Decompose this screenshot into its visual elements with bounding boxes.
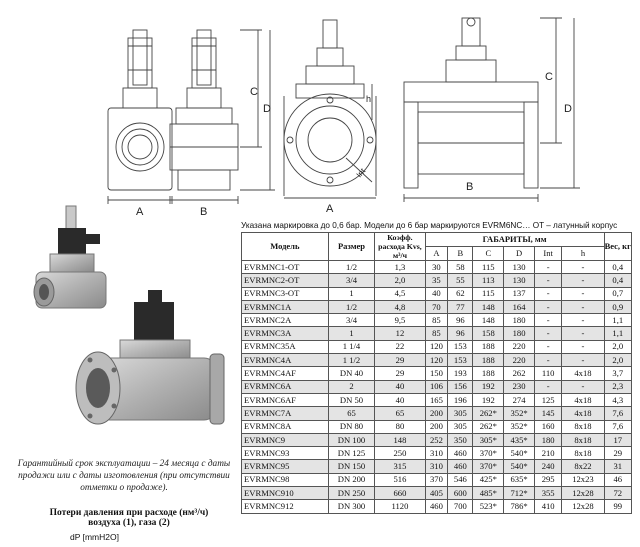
table-cell: 0,7 xyxy=(604,287,631,300)
table-cell: 115 xyxy=(473,287,504,300)
table-cell: 29 xyxy=(375,367,425,380)
table-cell: 30 xyxy=(425,261,448,274)
table-cell: 305* xyxy=(473,433,504,446)
table-cell: 4x18 xyxy=(562,393,604,406)
table-cell: 295 xyxy=(534,473,561,486)
table-cell: - xyxy=(534,274,561,287)
table-cell: 65 xyxy=(375,407,425,420)
table-cell: EVRMNC95 xyxy=(242,460,329,473)
table-body xyxy=(242,261,632,514)
table-cell: 250 xyxy=(375,447,425,460)
table-cell: 1 1/2 xyxy=(328,354,375,367)
table-cell: 0,9 xyxy=(604,300,631,313)
table-row xyxy=(242,500,632,513)
table-cell: 460 xyxy=(448,447,473,460)
table-row xyxy=(242,354,632,367)
table-cell: 2 xyxy=(328,380,375,393)
table-cell: - xyxy=(562,300,604,313)
table-cell: EVRMNC912 xyxy=(242,500,329,513)
table-cell: - xyxy=(534,354,561,367)
table-cell: EVRMNC4A xyxy=(242,354,329,367)
table-cell: - xyxy=(534,287,561,300)
table-cell: 12x28 xyxy=(562,500,604,513)
table-cell: 410 xyxy=(534,500,561,513)
table-cell: 274 xyxy=(504,393,535,406)
table-cell: 46 xyxy=(604,473,631,486)
table-cell: 188 xyxy=(473,340,504,353)
table-cell: 786* xyxy=(504,500,535,513)
dim-label-c: C xyxy=(250,86,258,98)
table-cell: 160 xyxy=(534,420,561,433)
table-cell: 12 xyxy=(375,327,425,340)
table-cell: EVRMNC8A xyxy=(242,420,329,433)
table-row xyxy=(242,420,632,433)
dim-label-int: Int xyxy=(354,166,368,180)
table-cell: EVRMNC910 xyxy=(242,487,329,500)
table-cell: 660 xyxy=(375,487,425,500)
table-cell: 12x28 xyxy=(562,487,604,500)
header-size: Размер xyxy=(328,233,375,261)
table-row xyxy=(242,261,632,274)
table-cell: 712* xyxy=(504,487,535,500)
table-cell: 220 xyxy=(504,340,535,353)
table-cell: 3/4 xyxy=(328,274,375,287)
table-row xyxy=(242,340,632,353)
table-cell: 460 xyxy=(425,500,448,513)
table-cell: 1120 xyxy=(375,500,425,513)
table-cell: 523* xyxy=(473,500,504,513)
table-cell: 188 xyxy=(473,367,504,380)
table-cell: 192 xyxy=(473,393,504,406)
table-cell: EVRMNC3A xyxy=(242,327,329,340)
table-cell: 8x18 xyxy=(562,447,604,460)
table-cell: 262* xyxy=(473,420,504,433)
header-kvs: Коэфф. расхода Kvs, м³/ч xyxy=(375,233,425,261)
table-cell: 17 xyxy=(604,433,631,446)
table-cell: 252 xyxy=(425,433,448,446)
product-photos xyxy=(20,198,230,460)
table-cell: DN 150 xyxy=(328,460,375,473)
table-cell: DN 100 xyxy=(328,433,375,446)
table-cell: 352* xyxy=(504,407,535,420)
table-cell: 196 xyxy=(448,393,473,406)
table-cell: 2,0 xyxy=(375,274,425,287)
table-cell: 72 xyxy=(604,487,631,500)
table-row xyxy=(242,287,632,300)
table-cell: 113 xyxy=(473,274,504,287)
table-cell: - xyxy=(534,261,561,274)
table-cell: 9,5 xyxy=(375,314,425,327)
table-cell: 1 xyxy=(328,327,375,340)
table-cell: 355 xyxy=(534,487,561,500)
drawing-small-valve-front xyxy=(108,30,172,204)
table-cell: EVRMNC93 xyxy=(242,447,329,460)
table-cell: 1,1 xyxy=(604,314,631,327)
table-cell: 58 xyxy=(448,261,473,274)
table-cell: 180 xyxy=(534,433,561,446)
table-cell: - xyxy=(534,340,561,353)
table-cell: 40 xyxy=(425,287,448,300)
table-cell: 2,0 xyxy=(604,354,631,367)
table-cell: EVRMNC35A xyxy=(242,340,329,353)
table-cell: 153 xyxy=(448,340,473,353)
table-cell: 35 xyxy=(425,274,448,287)
table-cell: 130 xyxy=(504,274,535,287)
table-cell: 120 xyxy=(425,354,448,367)
table-cell: 145 xyxy=(534,407,561,420)
table-cell: 485* xyxy=(473,487,504,500)
table-cell: 1 1/4 xyxy=(328,340,375,353)
table-cell: EVRMNC98 xyxy=(242,473,329,486)
header-dim-c: C xyxy=(473,247,504,261)
header-dim-d: D xyxy=(504,247,535,261)
table-cell: 310 xyxy=(425,460,448,473)
table-cell: 137 xyxy=(504,287,535,300)
table-cell: 635* xyxy=(504,473,535,486)
table-cell: 1 xyxy=(328,287,375,300)
table-row xyxy=(242,274,632,287)
table-cell: 96 xyxy=(448,314,473,327)
table-cell: 99 xyxy=(604,500,631,513)
table-cell: EVRMNC1A xyxy=(242,300,329,313)
table-cell: DN 200 xyxy=(328,473,375,486)
table-cell: 110 xyxy=(534,367,561,380)
table-cell: EVRMNC7A xyxy=(242,407,329,420)
table-cell: 80 xyxy=(375,420,425,433)
drawing-flanged-valve-side xyxy=(404,18,580,202)
table-cell: 540* xyxy=(504,460,535,473)
table-cell: 148 xyxy=(375,433,425,446)
table-cell: 7,6 xyxy=(604,420,631,433)
table-cell: DN 250 xyxy=(328,487,375,500)
table-cell: - xyxy=(562,274,604,287)
table-cell: 315 xyxy=(375,460,425,473)
table-cell: 158 xyxy=(473,327,504,340)
table-cell: 70 xyxy=(425,300,448,313)
table-cell: 425* xyxy=(473,473,504,486)
table-cell: 200 xyxy=(425,407,448,420)
table-row xyxy=(242,327,632,340)
table-cell: 370* xyxy=(473,447,504,460)
table-cell: DN 40 xyxy=(328,367,375,380)
table-cell: - xyxy=(562,354,604,367)
table-row xyxy=(242,380,632,393)
table-cell: 305 xyxy=(448,407,473,420)
header-weight: Вес, кг xyxy=(604,233,631,261)
table-row xyxy=(242,314,632,327)
table-cell: 29 xyxy=(604,447,631,460)
table-cell: EVRMNC4AF xyxy=(242,367,329,380)
table-cell: 180 xyxy=(504,327,535,340)
table-cell: 85 xyxy=(425,327,448,340)
table-cell: - xyxy=(562,287,604,300)
header-dim-a: A xyxy=(425,247,448,261)
table-cell: 125 xyxy=(534,393,561,406)
table-cell: - xyxy=(562,314,604,327)
header-dim-h: h xyxy=(562,247,604,261)
table-cell: 7,6 xyxy=(604,407,631,420)
dim-label-a: A xyxy=(136,206,144,218)
table-cell: 540* xyxy=(504,447,535,460)
table-cell: 1,1 xyxy=(604,327,631,340)
table-cell: 546 xyxy=(448,473,473,486)
table-cell: EVRMNC6AF xyxy=(242,393,329,406)
table-cell: 40 xyxy=(375,380,425,393)
table-cell: 305 xyxy=(448,420,473,433)
table-cell: - xyxy=(534,314,561,327)
table-cell: 460 xyxy=(448,460,473,473)
table-cell: DN 300 xyxy=(328,500,375,513)
table-cell: 8x22 xyxy=(562,460,604,473)
table-cell: 65 xyxy=(328,407,375,420)
table-cell: 4,5 xyxy=(375,287,425,300)
table-cell: 8x18 xyxy=(562,433,604,446)
dim-label-d-flanged: D xyxy=(564,103,572,115)
dim-label-b: B xyxy=(200,206,208,218)
table-cell: 96 xyxy=(448,327,473,340)
table-cell: 262* xyxy=(473,407,504,420)
table-row xyxy=(242,407,632,420)
table-cell: DN 50 xyxy=(328,393,375,406)
table-cell: EVRMNC1-OT xyxy=(242,261,329,274)
table-cell: 180 xyxy=(504,314,535,327)
table-cell: 85 xyxy=(425,314,448,327)
large-valve-photo xyxy=(76,290,224,424)
table-row xyxy=(242,433,632,446)
table-row xyxy=(242,487,632,500)
header-dimensions: ГАБАРИТЫ, мм xyxy=(425,233,604,247)
table-cell: 230 xyxy=(504,380,535,393)
dim-label-d: D xyxy=(263,103,271,115)
table-cell: 193 xyxy=(448,367,473,380)
table-cell: 31 xyxy=(604,460,631,473)
table-cell: - xyxy=(534,300,561,313)
dim-label-h: h xyxy=(366,94,372,104)
table-cell: 192 xyxy=(473,380,504,393)
table-cell: - xyxy=(562,261,604,274)
table-cell: 153 xyxy=(448,354,473,367)
table-cell: 77 xyxy=(448,300,473,313)
table-cell: - xyxy=(562,380,604,393)
table-cell: EVRMNC2-OT xyxy=(242,274,329,287)
table-cell: 350 xyxy=(448,433,473,446)
table-cell: 115 xyxy=(473,261,504,274)
table-cell: 1/2 xyxy=(328,300,375,313)
table-cell: - xyxy=(562,340,604,353)
table-cell: 310 xyxy=(425,447,448,460)
table-cell: 55 xyxy=(448,274,473,287)
table-cell: 4,8 xyxy=(375,300,425,313)
table-note: Указана маркировка до 0,6 бар. Модели до 6 бар маркируются EVRM6NC… OT – латунный корпус xyxy=(241,221,618,230)
small-valve-photo xyxy=(34,206,106,308)
dim-label-a-flanged: A xyxy=(326,203,334,215)
technical-drawings xyxy=(0,0,640,225)
table-cell: - xyxy=(534,327,561,340)
table-cell: 516 xyxy=(375,473,425,486)
table-cell: 62 xyxy=(448,287,473,300)
table-cell: 0,4 xyxy=(604,261,631,274)
table-cell: 3/4 xyxy=(328,314,375,327)
table-cell: EVRMNC6A xyxy=(242,380,329,393)
table-cell: 2,0 xyxy=(604,340,631,353)
table-cell: DN 80 xyxy=(328,420,375,433)
dim-label-b-flanged: B xyxy=(466,181,474,193)
table-cell: 1,3 xyxy=(375,261,425,274)
table-cell: 188 xyxy=(473,354,504,367)
table-row xyxy=(242,473,632,486)
pressure-loss-title: Потери давления при расходе (нм³/ч) воздуха (1), газа (2) xyxy=(49,508,209,528)
table-cell: - xyxy=(562,327,604,340)
table-cell: 700 xyxy=(448,500,473,513)
warranty-text: Гарантийный срок эксплуатации – 24 месяца с даты продажи или с даты изготовления (при отсутствии отметки о продаже). xyxy=(17,459,231,493)
table-row xyxy=(242,460,632,473)
drawing-small-valve-side xyxy=(170,30,275,204)
table-cell: 120 xyxy=(425,340,448,353)
table-cell: - xyxy=(534,380,561,393)
table-cell: 148 xyxy=(473,314,504,327)
header-model: Модель xyxy=(242,233,329,261)
table-header-row xyxy=(242,233,632,247)
dim-label-c-flanged: C xyxy=(545,71,553,83)
table-cell: 130 xyxy=(504,261,535,274)
table-cell: 0,4 xyxy=(604,274,631,287)
table-row xyxy=(242,447,632,460)
table-cell: 240 xyxy=(534,460,561,473)
table-cell: 12x23 xyxy=(562,473,604,486)
table-cell: 405 xyxy=(425,487,448,500)
table-cell: DN 125 xyxy=(328,447,375,460)
table-cell: 106 xyxy=(425,380,448,393)
table-cell: 435* xyxy=(504,433,535,446)
table-cell: 1/2 xyxy=(328,261,375,274)
table-cell: 3,7 xyxy=(604,367,631,380)
specs-table xyxy=(241,232,632,514)
table-cell: 4,3 xyxy=(604,393,631,406)
table-cell: EVRMNC3-OT xyxy=(242,287,329,300)
table-cell: 150 xyxy=(425,367,448,380)
table-cell: 370* xyxy=(473,460,504,473)
table-row xyxy=(242,300,632,313)
table-cell: EVRMNC2A xyxy=(242,314,329,327)
table-cell: 2,3 xyxy=(604,380,631,393)
dp-axis-label: dP [mmH2O] xyxy=(70,532,119,542)
table-cell: 210 xyxy=(534,447,561,460)
table-cell: 40 xyxy=(375,393,425,406)
table-cell: 600 xyxy=(448,487,473,500)
table-cell: 370 xyxy=(425,473,448,486)
header-dim-b: B xyxy=(448,247,473,261)
table-cell: 262 xyxy=(504,367,535,380)
table-cell: 200 xyxy=(425,420,448,433)
header-dim-int: Int xyxy=(534,247,561,261)
table-cell: 164 xyxy=(504,300,535,313)
table-cell: 8x18 xyxy=(562,420,604,433)
table-cell: 156 xyxy=(448,380,473,393)
table-cell: 148 xyxy=(473,300,504,313)
table-row xyxy=(242,393,632,406)
table-cell: 4x18 xyxy=(562,407,604,420)
table-row xyxy=(242,367,632,380)
table-cell: EVRMNC9 xyxy=(242,433,329,446)
table-cell: 4x18 xyxy=(562,367,604,380)
table-cell: 29 xyxy=(375,354,425,367)
table-cell: 165 xyxy=(425,393,448,406)
table-cell: 220 xyxy=(504,354,535,367)
table-cell: 352* xyxy=(504,420,535,433)
table-cell: 22 xyxy=(375,340,425,353)
